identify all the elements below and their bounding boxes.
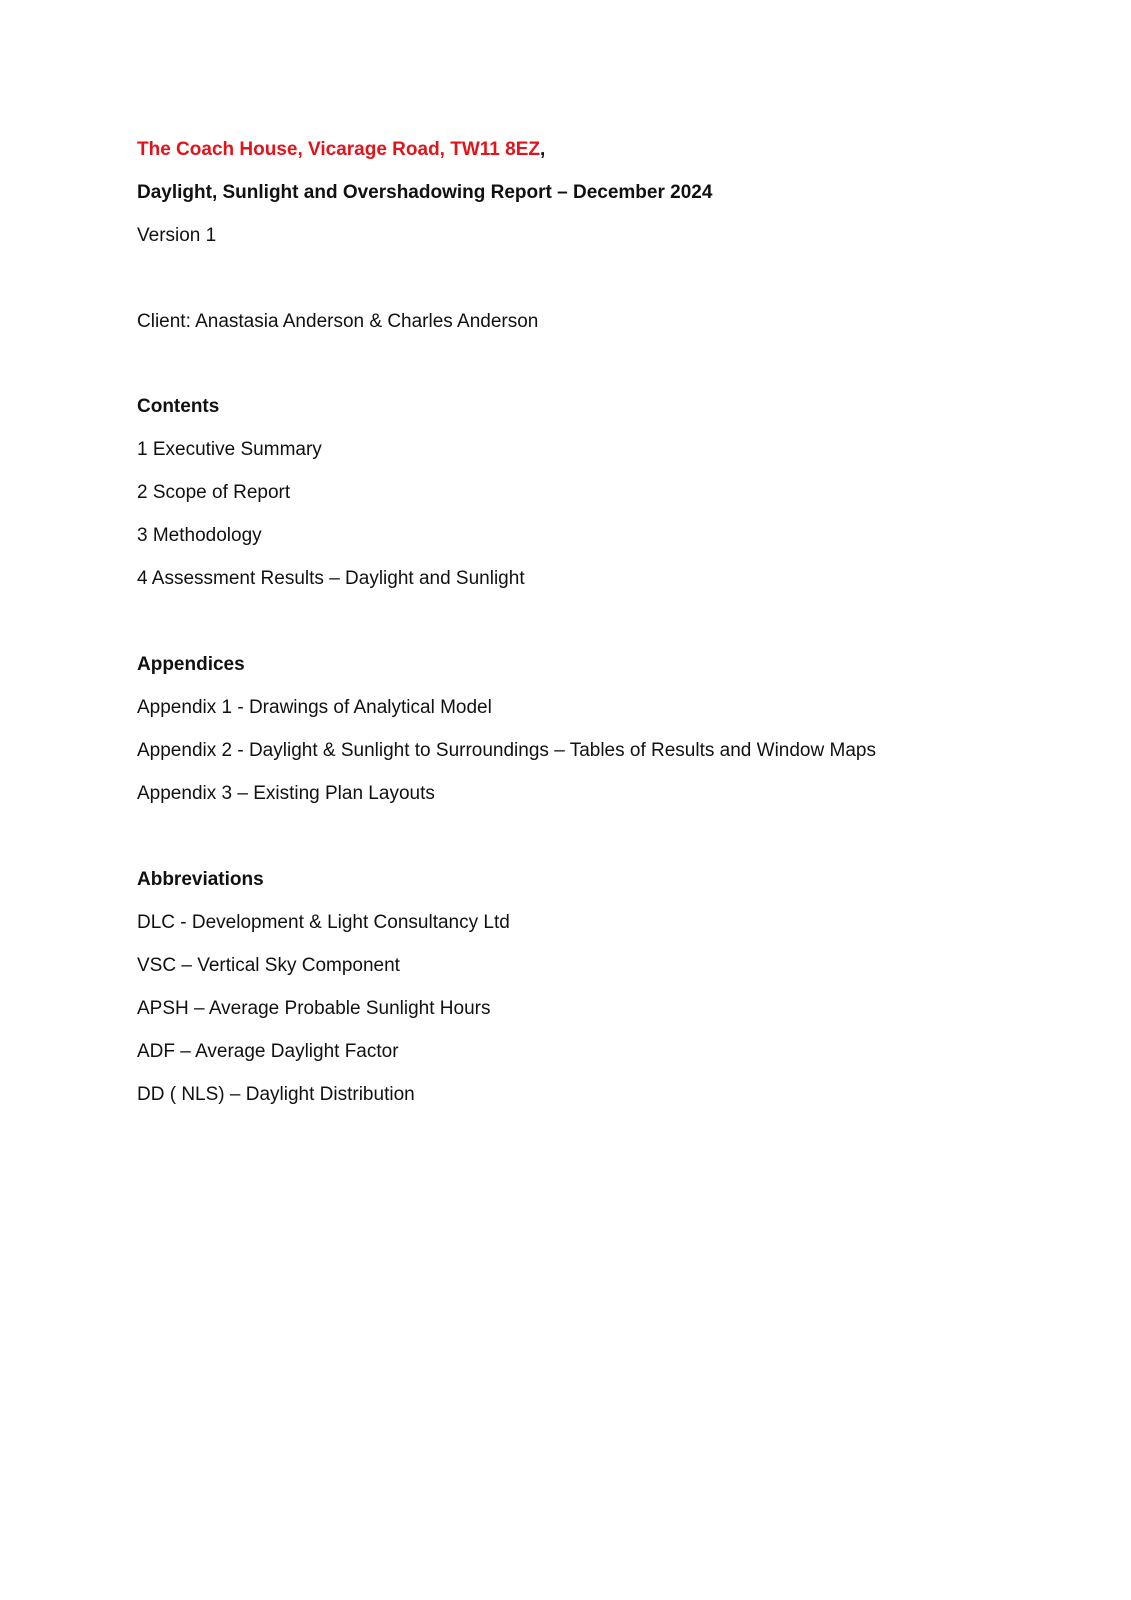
contents-item: 3 Methodology	[137, 525, 262, 546]
abbreviation-item: ADF – Average Daylight Factor	[137, 1041, 399, 1062]
appendix-item: Appendix 1 - Drawings of Analytical Model	[137, 697, 492, 718]
appendix-item: Appendix 2 - Daylight & Sunlight to Surroundings – Tables of Results and Window Maps	[137, 740, 876, 761]
contents-item: 4 Assessment Results – Daylight and Sunlight	[137, 568, 525, 589]
abbreviations-heading: Abbreviations	[137, 869, 264, 890]
address-suffix: ,	[540, 139, 546, 160]
appendix-item: Appendix 3 – Existing Plan Layouts	[137, 783, 435, 804]
contents-item: 2 Scope of Report	[137, 482, 291, 503]
abbreviation-item: DD ( NLS) – Daylight Distribution	[137, 1084, 415, 1105]
address-line	[137, 138, 545, 162]
site-address: The Coach House, Vicarage Road, TW11 8EZ	[137, 139, 540, 160]
abbreviation-item: DLC - Development & Light Consultancy Ltd	[137, 912, 510, 933]
client-line: Client: Anastasia Anderson & Charles Anderson	[137, 311, 539, 332]
report-title: Daylight, Sunlight and Overshadowing Report – December 2024	[137, 182, 713, 203]
contents-item: 1 Executive Summary	[137, 439, 322, 460]
appendices-heading: Appendices	[137, 654, 245, 675]
abbreviation-item: APSH – Average Probable Sunlight Hours	[137, 998, 491, 1019]
contents-heading: Contents	[137, 396, 220, 417]
report-version: Version 1	[137, 225, 217, 246]
abbreviation-item: VSC – Vertical Sky Component	[137, 955, 400, 976]
